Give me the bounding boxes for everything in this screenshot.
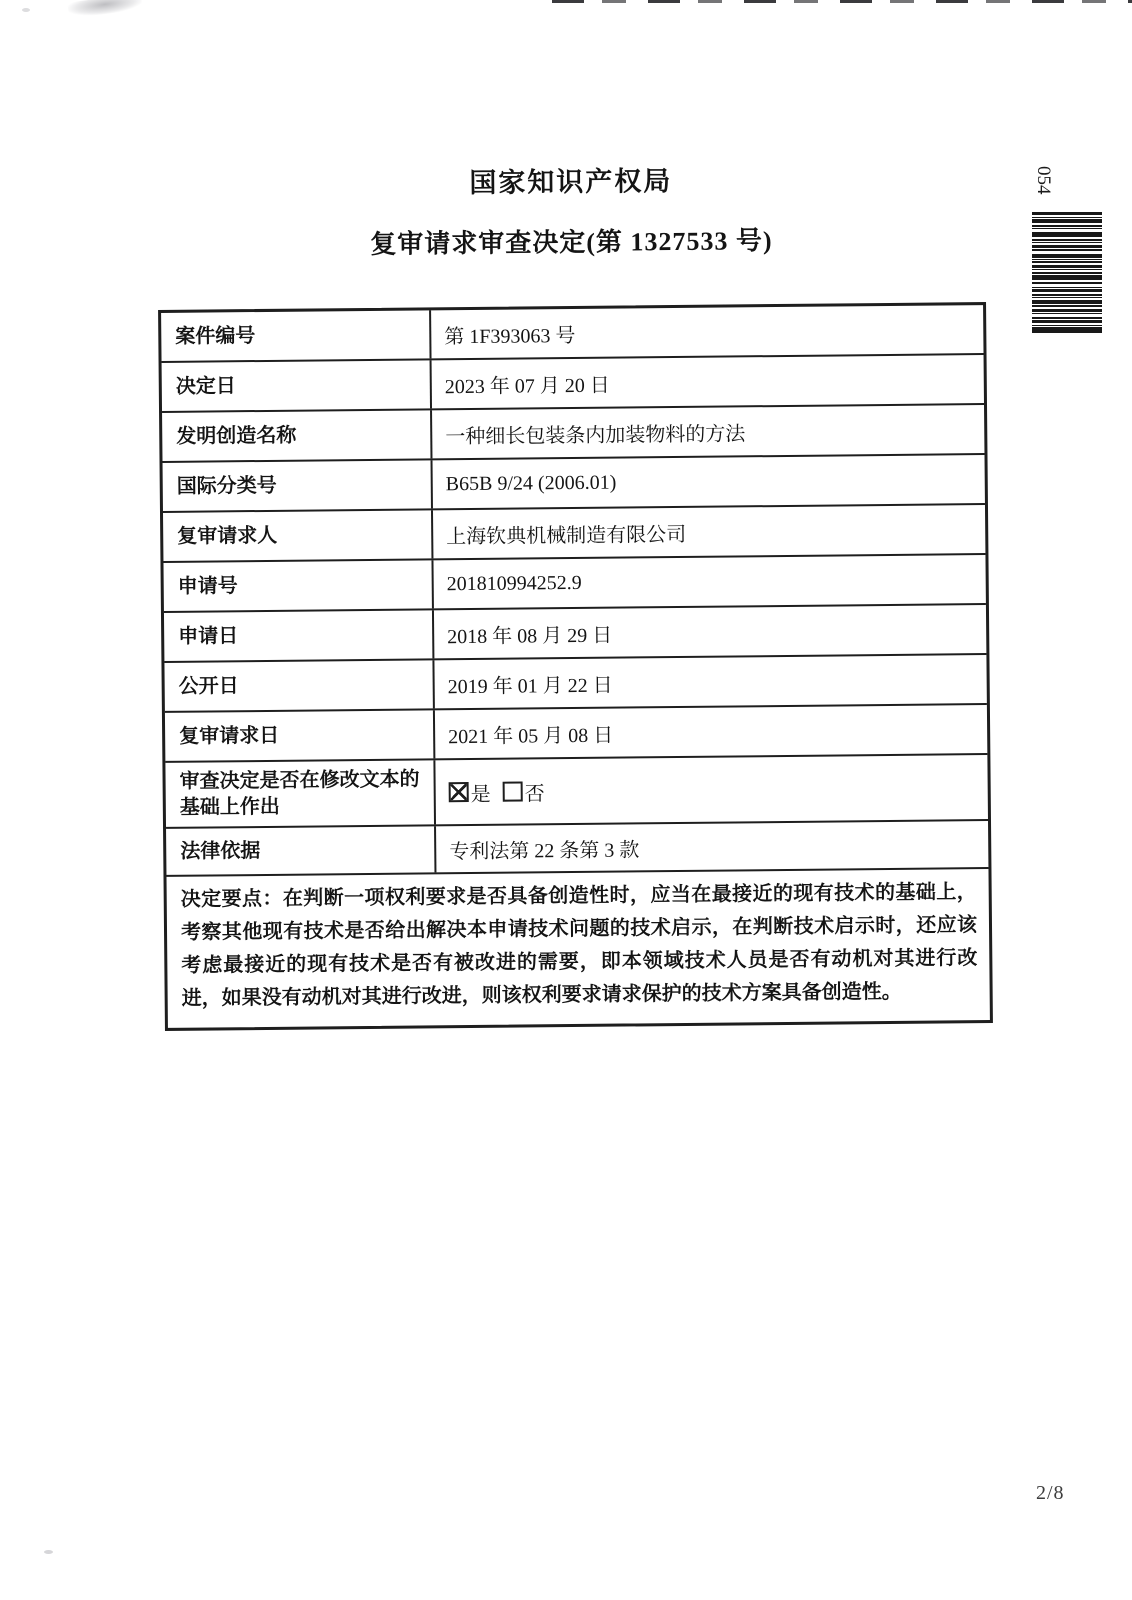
row-label: 复审请求人: [163, 510, 433, 561]
row-value: 2021 年 05 月 08 日: [448, 724, 614, 748]
checkbox-no-icon: [503, 782, 523, 802]
row-value: 上海钦典机械制造有限公司: [446, 523, 687, 548]
row-value: 第 1F393063 号: [444, 324, 576, 348]
row-label: 申请日: [164, 610, 434, 661]
table-row-legal-basis: [166, 821, 988, 877]
table-row-invention-title: [162, 405, 984, 463]
document-sheet: [157, 162, 993, 1031]
row-label: 复审请求日: [165, 710, 435, 761]
scan-speck: [22, 8, 30, 12]
checkbox-no-label: 否: [524, 782, 545, 805]
document-subtitle: 复审请求审查决定(第 1327533 号): [370, 226, 773, 259]
row-label: 国际分类号: [163, 460, 433, 511]
row-label: 法律依据: [166, 826, 436, 875]
table-row-ipc-class: [163, 455, 985, 513]
key-points-text: 在判断一项权利要求是否具备创造性时，应当在最接近的现有技术的基础上，考察其他现有技术是否给出解决本申请技术问题的技术启示，在判断技术启示时，还应该考虑最接近的现有技术是否有被改进的需要，即本领域技术人员是否有动机对其进行改进，如果没有动机对其进行改进，则该权利要求请求保护的技术方案具备创造性。: [180, 881, 978, 1010]
document-title: 国家知识产权局: [469, 166, 673, 198]
table-row-key-points: [166, 869, 989, 1028]
row-label: 决定日: [162, 360, 432, 411]
scan-smudge: [67, 0, 142, 18]
row-value: 专利法第 22 条第 3 款: [449, 838, 640, 863]
yes-no-checkboxes: [449, 777, 545, 807]
key-points-label: 决定要点：: [180, 887, 283, 911]
row-value: 2019 年 01 月 22 日: [447, 674, 613, 698]
row-value: 201810994252.9: [446, 571, 582, 595]
scan-speck: [44, 1550, 53, 1554]
option-yes: [449, 777, 491, 806]
case-info-table: [158, 302, 993, 1031]
page-number: 2/8: [1036, 1482, 1065, 1504]
row-label: 发明创造名称: [162, 410, 432, 461]
option-no: [503, 777, 545, 806]
row-value: B65B 9/24 (2006.01): [445, 471, 617, 495]
checkbox-yes-label: 是: [470, 783, 491, 806]
barcode-icon: [1032, 212, 1102, 333]
table-row-amended-text: [165, 755, 988, 829]
row-value: 2023 年 07 月 20 日: [444, 374, 610, 398]
row-label: 申请号: [163, 560, 433, 611]
table-row-filing-date: [164, 605, 986, 663]
row-value: [435, 755, 988, 824]
row-label: 公开日: [164, 660, 434, 711]
table-row-decision-date: [162, 355, 984, 413]
table-row-reexam-request-date: [165, 705, 987, 763]
row-value: 一种细长包装条内加装物料的方法: [445, 422, 746, 448]
table-row-publication-date: [164, 655, 986, 713]
table-row-application-number: [163, 555, 985, 613]
checkbox-yes-icon: [449, 782, 469, 802]
row-value: 2018 年 08 月 29 日: [447, 624, 613, 648]
key-points-paragraph: [166, 869, 989, 1028]
row-label: 案件编号: [161, 310, 431, 361]
table-row-petitioner: [163, 505, 985, 563]
row-label: 审查决定是否在修改文本的基础上作出: [165, 760, 436, 827]
barcode-number: 054: [1033, 166, 1054, 195]
table-row-case-number: [161, 305, 983, 363]
scan-edge-line: [552, 0, 1132, 3]
barcode-block: [1032, 166, 1106, 333]
